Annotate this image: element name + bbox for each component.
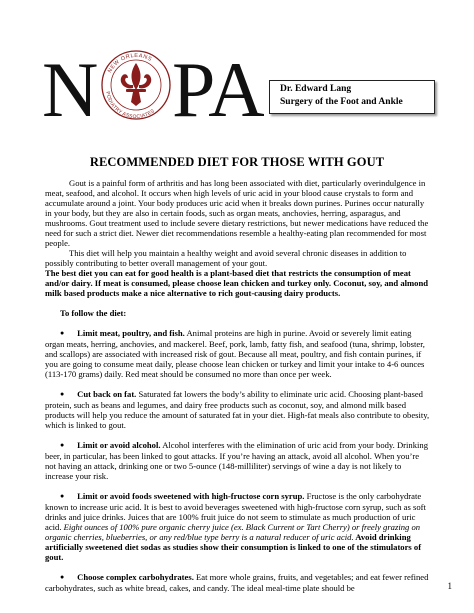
intro-paragraph-1: Gout is a painful form of arthritis and has long been associated with diet, particularly overindulgence in meat, seafood, and alcohol. It occurs when high levels of uric acid in your blood cause crystals to form and accumulate around a joint. Your body produces uric acid when it breaks down purines. Purines occur naturally in your body, but they are also in certain foods, such as organ meats, anchovies, herring, asparagus, and mushrooms. Gout treatment used to include severe dietary restrictions, but newer medications have reduced the need for such a strict diet. Newer diet recommendations resemble a healthy-eating plan recommended for most people. — [45, 178, 429, 248]
doctor-specialty: Surgery of the Foot and Ankle — [280, 97, 403, 107]
list-item-alcohol — [45, 440, 431, 481]
document-body — [45, 178, 431, 593]
item-heading: Limit meat, poultry, and fish. — [77, 328, 185, 338]
item-bold-tail: Avoid drinking artificially sweetened diet sodas as studies show their consumption is linked to one of the stimulators of gout. — [45, 532, 422, 562]
item-heading: Limit or avoid foods sweetened with high-fructose corn syrup. — [77, 491, 305, 501]
item-heading: Cut back on fat. — [77, 389, 137, 399]
item-text: Animal proteins are high in purine. Avoid or severely limit eating organ meats, herring, anchovies, and mackerel. Beef, pork, lamb, fatty fish, and seafood (tuna, shrimp, lobster, and scallops) are associated with increased risk of gout. Because all meat, poultry, and fish contain purines, if you are going to consume meat daily, please choose lean chicken or turkey and limit your intake to 4-6 ounces (113-170 grams) daily. Red meat should be consumed no more than once per week. — [45, 328, 425, 379]
logo-ring-text-bottom: PODIATRY ASSOCIATES — [104, 91, 156, 121]
nopa-logo — [40, 30, 280, 130]
item-italic-text: Eight ounces of 100% pure organic cherry juice (ex. Black Current or Tart Cherry) or freely grazing on organic cherries, blueberries, or any red/blue type berry is a natural reducer of uric acid. — [45, 522, 421, 542]
bullet-icon: ● — [60, 492, 65, 500]
item-text: Saturated fat lowers the body’s ability to eliminate uric acid. Choosing plant-based protein, such as beans and legumes, and dairy free products such as coconut, soy, and almond milk based products will help you reduce the amount of saturated fat in your diet. High-fat meals also contribute to obesity, which is linked to gout. — [45, 389, 430, 430]
logo-ring-text-top: NEW ORLEANS — [107, 52, 153, 75]
doctor-info-box — [269, 80, 435, 114]
bullet-icon: ● — [60, 329, 65, 337]
page-number: 1 — [447, 581, 452, 591]
page-title: RECOMMENDED DIET FOR THOSE WITH GOUT — [89, 155, 385, 169]
list-item-limit-meat — [45, 328, 431, 379]
item-heading: Choose complex carbohydrates. — [77, 572, 194, 582]
bullet-icon: ● — [60, 390, 65, 398]
item-heading: Limit or avoid alcohol. — [77, 440, 161, 450]
list-item-carbohydrates — [45, 572, 431, 593]
item-text: Alcohol interferes with the elimination of uric acid from your body. Drinking beer, in particular, has been linked to gout attacks. If you’re having an attack, avoid all alcohol. When you’re not having an attack, drinking one or two 5-ounce (148-milliliter) servings of wine a day is not likely to increase your risk. — [45, 440, 428, 481]
list-item-cut-fat — [45, 389, 431, 430]
logo-graphic — [40, 30, 280, 130]
intro-paragraph-2: This diet will help you maintain a healthy weight and avoid several chronic diseases in addition to possibly contributing to better overall management of your gout. — [45, 248, 407, 268]
logo-letters-pa: PA — [172, 46, 265, 130]
item-text: Eat more whole grains, fruits, and vegetables; and eat fewer refined carbohydrates, such as white bread, cakes, and candy. The ideal meal-time plate should be — [45, 572, 429, 593]
fleur-de-lis-icon — [121, 63, 152, 106]
best-diet-paragraph: The best diet you can eat for good health is a plant-based diet that restricts the consumption of meat and/or dairy. If meat is consumed, please choose lean chicken and turkey only. Coconut, soy, and almond milk based products make a nice alternative to rich gout-causing dairy products. — [45, 268, 429, 298]
item-text: Fructose is the only carbohydrate known to increase uric acid. It is best to avoid beverages sweetened with high-fructose corn syrup, such as soft drinks and juice drinks. Juices that are 100% fruit juice do not seem to stimulate as much production of uric acid. — [45, 491, 426, 532]
list-item-fructose — [45, 491, 431, 562]
logo-letter-n: N — [42, 46, 99, 130]
doctor-name: Dr. Edward Lang — [280, 84, 352, 94]
bullet-icon: ● — [60, 441, 65, 449]
to-follow-heading: To follow the diet: — [60, 308, 127, 318]
bullet-icon: ● — [60, 573, 65, 581]
